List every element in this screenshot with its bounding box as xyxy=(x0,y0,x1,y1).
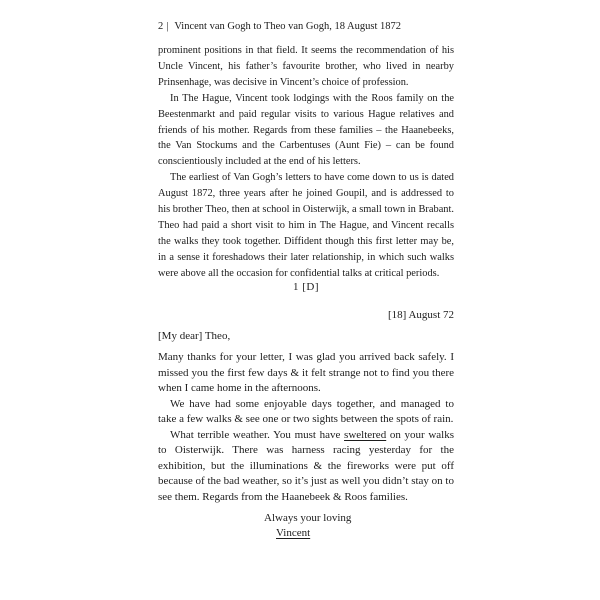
letter-paragraph: Many thanks for your letter, I was glad you arrived back safely. I missed you the first few days & it felt strange not to find you there when I came home in the afternoons. xyxy=(158,351,454,394)
underlined-word: sweltered xyxy=(344,428,387,441)
letter-signature: Vincent xyxy=(276,526,311,539)
book-page xyxy=(158,20,454,539)
letter-number: 1 [D] xyxy=(292,281,320,293)
closing-phrase: Always your loving xyxy=(264,512,352,524)
letter-closing xyxy=(264,511,351,540)
letter-date: [18] August 72 xyxy=(388,309,454,321)
intro-paragraph: In The Hague, Vincent took lodgings with the Roos family on the Beestenmarkt and paid regular visits to various Hague relatives and friends of his mother. Regards from these families – the Haanebeeks, the Van Stockums and the Carbentuses (Aunt Fie) – can be found conscientiously included at the end of his letters. xyxy=(158,92,454,168)
intro-paragraph: The earliest of Van Gogh’s letters to have come down to us is dated August 1872, three years after he joined Goupil, and is addressed to his brother Theo, then at school in Oisterwijk, a small town in Brabant. Theo had paid a short visit to him in The Hague, and Vincent recalls the walks they took together. Diffident though this first letter may be, in a sense it foreshadows their later relationship, in which such walks were above all the occasion for confidential talks at critical periods. xyxy=(158,172,454,279)
letter-text: on your walks to Oisterwijk. There was harness racing yesterday for the exhibition, but the illuminations & the fireworks were put off because of the bad weather, so it’s just as well you didn’t stay on to see them. Regards from the Haanebeek & Roos families. xyxy=(158,428,454,503)
letter-paragraph: We have had some enjoyable days together, and managed to take a few walks & see one or two sights between the spots of rain. xyxy=(158,397,454,425)
page-number: 2 xyxy=(158,21,164,32)
letter-paragraph xyxy=(158,428,454,506)
running-head-title: Vincent van Gogh to Theo van Gogh, 18 August 1872 xyxy=(174,21,402,32)
letter-body xyxy=(158,350,454,505)
letter-salutation: [My dear] Theo, xyxy=(158,330,231,342)
running-head-separator: | xyxy=(166,21,169,32)
running-head xyxy=(158,20,454,34)
letter-text: What terrible weather. You must have xyxy=(170,428,345,441)
intro-paragraph: prominent positions in that field. It seems the recommendation of his Uncle Vincent, his father’s favourite brother, who lived in nearby Prinsenhage, was decisive in Vincent’s choice of profession. xyxy=(158,45,454,88)
intro-text xyxy=(158,43,454,282)
